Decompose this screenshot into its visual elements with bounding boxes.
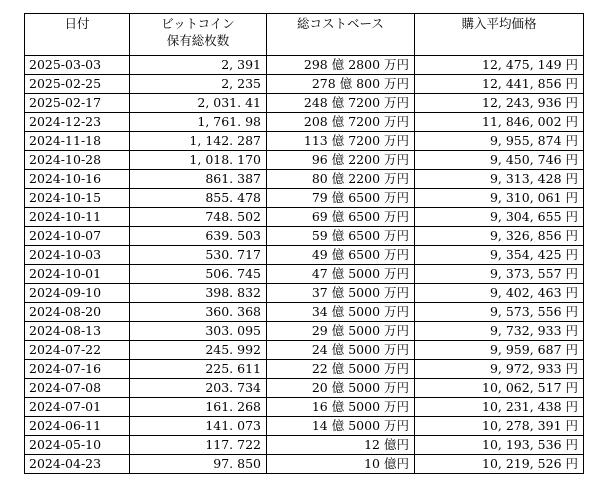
cell-btc-holdings: 2, 031. 41: [130, 94, 267, 113]
table-row: [25, 75, 584, 94]
cell-cost-basis: 208 億 7200 万円: [267, 113, 415, 132]
cell-cost-basis: 59 億 6500 万円: [267, 227, 415, 246]
cell-average-price: 10, 193, 536 円: [415, 436, 584, 455]
cell-cost-basis: 113 億 7200 万円: [267, 132, 415, 151]
cell-average-price: 9, 732, 933 円: [415, 322, 584, 341]
cell-date: 2025-03-03: [25, 56, 130, 75]
cell-btc-holdings: 855. 478: [130, 189, 267, 208]
cell-average-price: 9, 450, 746 円: [415, 151, 584, 170]
cell-average-price: 9, 955, 874 円: [415, 132, 584, 151]
table-row: [25, 227, 584, 246]
cell-btc-holdings: 97. 850: [130, 455, 267, 474]
table-row: [25, 303, 584, 322]
table-row: [25, 322, 584, 341]
cell-btc-holdings: 1, 142. 287: [130, 132, 267, 151]
cell-average-price: 9, 354, 425 円: [415, 246, 584, 265]
cell-date: 2024-08-20: [25, 303, 130, 322]
cell-btc-holdings: 141. 073: [130, 417, 267, 436]
header-cost-basis-label: 総コストベース: [297, 16, 384, 31]
cell-average-price: 11, 846, 002 円: [415, 113, 584, 132]
table-body: [25, 56, 584, 474]
cell-date: 2024-07-22: [25, 341, 130, 360]
cell-btc-holdings: 398. 832: [130, 284, 267, 303]
cell-date: 2024-10-01: [25, 265, 130, 284]
cell-date: 2024-07-16: [25, 360, 130, 379]
cell-cost-basis: 22 億 5000 万円: [267, 360, 415, 379]
table-row: [25, 170, 584, 189]
header-holdings-label-line1: ビットコイン: [161, 16, 235, 31]
cell-date: 2024-10-03: [25, 246, 130, 265]
cell-cost-basis: 29 億 5000 万円: [267, 322, 415, 341]
cell-average-price: 9, 959, 687 円: [415, 341, 584, 360]
cell-average-price: 9, 313, 428 円: [415, 170, 584, 189]
cell-cost-basis: 80 億 2200 万円: [267, 170, 415, 189]
cell-average-price: 10, 219, 526 円: [415, 455, 584, 474]
cell-btc-holdings: 303. 095: [130, 322, 267, 341]
cell-btc-holdings: 225. 611: [130, 360, 267, 379]
table-row: [25, 417, 584, 436]
cell-cost-basis: 298 億 2800 万円: [267, 56, 415, 75]
cell-btc-holdings: 117. 722: [130, 436, 267, 455]
cell-date: 2024-11-18: [25, 132, 130, 151]
table-row: [25, 436, 584, 455]
table-row: [25, 246, 584, 265]
cell-date: 2024-10-16: [25, 170, 130, 189]
cell-btc-holdings: 530. 717: [130, 246, 267, 265]
cell-cost-basis: 12 億円: [267, 436, 415, 455]
cell-cost-basis: 20 億 5000 万円: [267, 379, 415, 398]
table-row: [25, 284, 584, 303]
cell-average-price: 10, 231, 438 円: [415, 398, 584, 417]
table-row: [25, 208, 584, 227]
cell-date: 2024-12-23: [25, 113, 130, 132]
table-header: [25, 14, 584, 56]
table-row: [25, 56, 584, 75]
cell-date: 2024-10-11: [25, 208, 130, 227]
cell-btc-holdings: 161. 268: [130, 398, 267, 417]
cell-cost-basis: 248 億 7200 万円: [267, 94, 415, 113]
cell-btc-holdings: 2, 235: [130, 75, 267, 94]
cell-average-price: 10, 062, 517 円: [415, 379, 584, 398]
cell-btc-holdings: 1, 761. 98: [130, 113, 267, 132]
table-row: [25, 151, 584, 170]
header-holdings: [130, 14, 267, 56]
cell-date: 2024-08-13: [25, 322, 130, 341]
btc-holdings-table: [24, 13, 584, 474]
cell-cost-basis: 14 億 5000 万円: [267, 417, 415, 436]
table-row: [25, 455, 584, 474]
table-row: [25, 398, 584, 417]
cell-cost-basis: 24 億 5000 万円: [267, 341, 415, 360]
cell-average-price: 12, 441, 856 円: [415, 75, 584, 94]
cell-cost-basis: 69 億 6500 万円: [267, 208, 415, 227]
header-average-price-label: 購入平均価格: [461, 16, 537, 31]
cell-cost-basis: 34 億 5000 万円: [267, 303, 415, 322]
cell-cost-basis: 79 億 6500 万円: [267, 189, 415, 208]
cell-btc-holdings: 2, 391: [130, 56, 267, 75]
cell-cost-basis: 49 億 6500 万円: [267, 246, 415, 265]
header-date: [25, 14, 130, 56]
cell-btc-holdings: 1, 018. 170: [130, 151, 267, 170]
table-row: [25, 132, 584, 151]
cell-cost-basis: 10 億円: [267, 455, 415, 474]
cell-average-price: 12, 243, 936 円: [415, 94, 584, 113]
cell-date: 2024-10-07: [25, 227, 130, 246]
cell-btc-holdings: 861. 387: [130, 170, 267, 189]
cell-cost-basis: 16 億 5000 万円: [267, 398, 415, 417]
cell-cost-basis: 278 億 800 万円: [267, 75, 415, 94]
cell-date: 2025-02-25: [25, 75, 130, 94]
cell-average-price: 9, 326, 856 円: [415, 227, 584, 246]
cell-btc-holdings: 245. 992: [130, 341, 267, 360]
table-row: [25, 379, 584, 398]
cell-date: 2024-04-23: [25, 455, 130, 474]
table-row: [25, 189, 584, 208]
cell-btc-holdings: 360. 368: [130, 303, 267, 322]
cell-btc-holdings: 506. 745: [130, 265, 267, 284]
cell-average-price: 9, 972, 933 円: [415, 360, 584, 379]
cell-date: 2024-10-15: [25, 189, 130, 208]
cell-average-price: 9, 310, 061 円: [415, 189, 584, 208]
cell-date: 2024-07-08: [25, 379, 130, 398]
header-row: [25, 14, 584, 56]
table-row: [25, 341, 584, 360]
cell-date: 2024-07-01: [25, 398, 130, 417]
cell-date: 2024-10-28: [25, 151, 130, 170]
header-date-label: 日付: [64, 16, 90, 31]
cell-date: 2024-05-10: [25, 436, 130, 455]
header-average-price: [415, 14, 584, 56]
header-cost-basis: [267, 14, 415, 56]
cell-average-price: 9, 304, 655 円: [415, 208, 584, 227]
cell-average-price: 9, 573, 556 円: [415, 303, 584, 322]
cell-average-price: 10, 278, 391 円: [415, 417, 584, 436]
header-holdings-label-line2: 保有総枚数: [166, 33, 230, 48]
cell-average-price: 9, 402, 463 円: [415, 284, 584, 303]
table-row: [25, 265, 584, 284]
cell-btc-holdings: 203. 734: [130, 379, 267, 398]
cell-date: 2024-09-10: [25, 284, 130, 303]
cell-btc-holdings: 639. 503: [130, 227, 267, 246]
cell-date: 2025-02-17: [25, 94, 130, 113]
table-row: [25, 113, 584, 132]
table-row: [25, 94, 584, 113]
table-row: [25, 360, 584, 379]
cell-average-price: 9, 373, 557 円: [415, 265, 584, 284]
cell-cost-basis: 96 億 2200 万円: [267, 151, 415, 170]
cell-date: 2024-06-11: [25, 417, 130, 436]
cell-cost-basis: 37 億 5000 万円: [267, 284, 415, 303]
cell-average-price: 12, 475, 149 円: [415, 56, 584, 75]
cell-btc-holdings: 748. 502: [130, 208, 267, 227]
cell-cost-basis: 47 億 5000 万円: [267, 265, 415, 284]
